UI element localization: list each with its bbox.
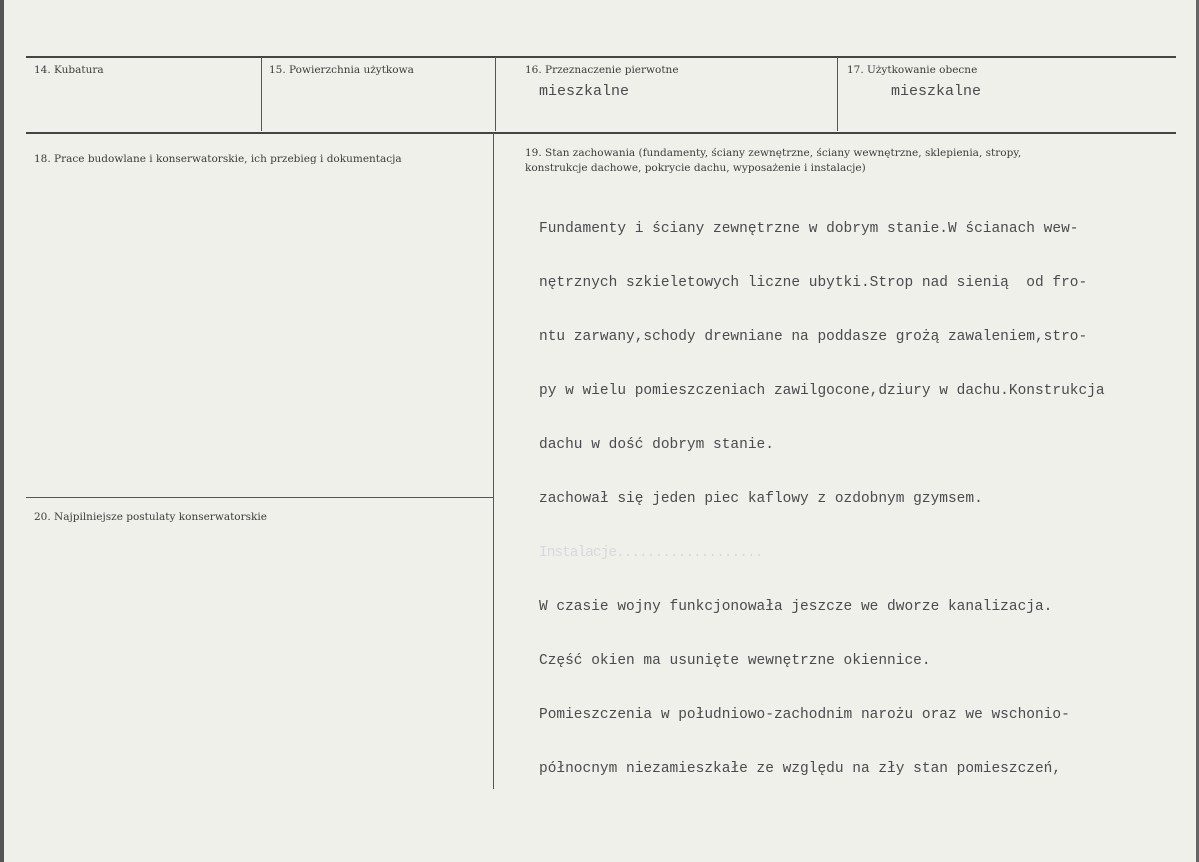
- row-divider: [26, 132, 1176, 134]
- text-line: Pomieszczenia w południowo-zachodnim narożu oraz we wschonio-: [539, 707, 1070, 723]
- uzytkowanie-label: 17. Użytkowanie obecne: [847, 64, 978, 76]
- stan-label-continued: konstrukcje dachowe, pokrycie dachu, wyposażenie i instalacje): [525, 162, 866, 174]
- powierzchnia-label: 15. Powierzchnia użytkowa: [269, 64, 414, 76]
- uzytkowanie-value: mieszkalne: [891, 83, 982, 100]
- text-line: W czasie wojny funkcjonowała jeszcze we dworze kanalizacja.: [539, 599, 1053, 615]
- prace-label: 18. Prace budowlane i konserwatorskie, ich przebieg i dokumentacja: [34, 153, 402, 165]
- text-line: Fundamenty i ściany zewnętrzne w dobrym stanie.W ścianach wew-: [539, 221, 1079, 237]
- stan-label: 19. Stan zachowania (fundamenty, ściany zewnętrzne, ściany wewnętrzne, sklepienia, stropy,: [525, 147, 1022, 159]
- column-divider: [261, 57, 262, 131]
- column-divider: [495, 57, 496, 131]
- stan-zachowania-text: [539, 184, 1105, 814]
- przeznaczenie-value: mieszkalne: [539, 83, 630, 100]
- text-line: zachował się jeden piec kaflowy z ozdobnym gzymsem.: [539, 491, 983, 507]
- text-line: py w wielu pomieszczeniach zawilgocone,dziury w dachu.Konstrukcja: [539, 383, 1105, 399]
- text-line: Część okien ma usunięte wewnętrzne okiennice.: [539, 653, 931, 669]
- section-divider: [26, 497, 493, 498]
- text-line: dachu w dość dobrym stanie.: [539, 437, 774, 453]
- przeznaczenie-label: 16. Przeznaczenie pierwotne: [525, 64, 679, 76]
- text-line-faded: Instalacje...................: [539, 545, 763, 561]
- text-line: ntu zarwany,schody drewniane na poddasze grożą zawaleniem,stro-: [539, 329, 1088, 345]
- column-divider: [837, 57, 838, 131]
- top-rule: [26, 56, 1176, 58]
- text-line: nętrznych szkieletowych liczne ubytki.Strop nad sienią od fro-: [539, 275, 1088, 291]
- column-divider: [493, 133, 494, 789]
- kubatura-label: 14. Kubatura: [34, 64, 104, 76]
- postulaty-label: 20. Najpilniejsze postulaty konserwatorskie: [34, 511, 267, 523]
- text-line: północnym niezamieszkałe ze względu na zły stan pomieszczeń,: [539, 761, 1062, 777]
